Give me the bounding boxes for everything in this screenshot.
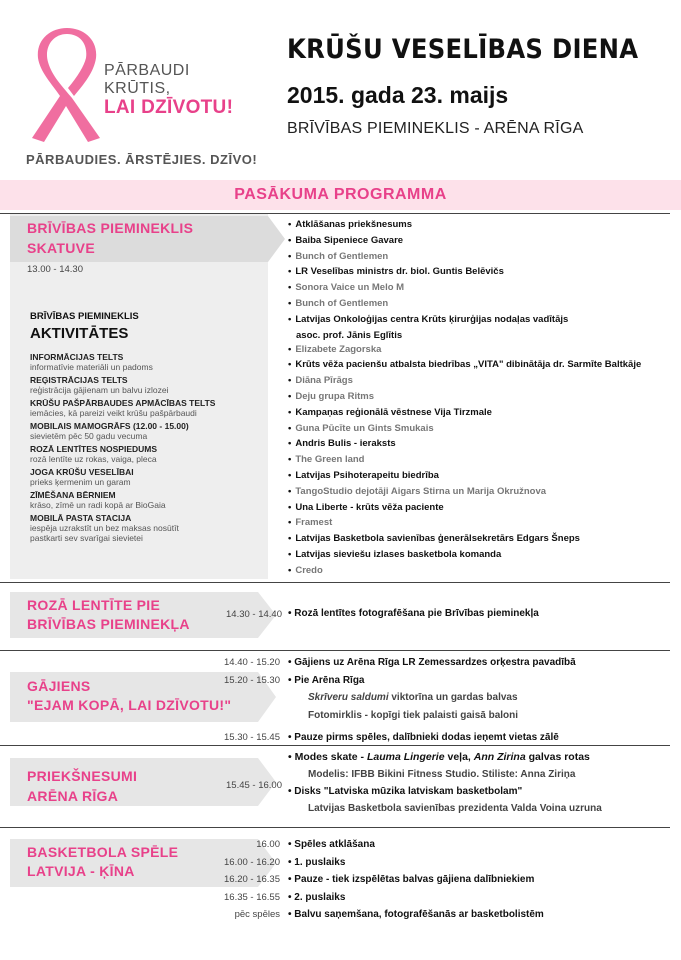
divider: [0, 827, 670, 828]
section5-row-text: • 2. puslaiks: [288, 891, 346, 903]
event-place: BRĪVĪBAS PIEMINEKLIS - ARĒNA RĪGA: [287, 120, 584, 137]
section1-item: • Krūts vēža pacienšu atbalsta biedrības „VITA" dibinātāja dr. Sarmīte Baltkāje: [288, 359, 642, 371]
activity-item: [30, 375, 265, 395]
section4-rows: [288, 751, 673, 820]
activity-item: [30, 533, 265, 543]
section5-row-time: 16.00 - 16.20: [224, 856, 280, 868]
section5-row: [220, 892, 670, 910]
section4-row: Modelis: IFBB Bikini Fitness Studio. Stiliste: Anna Ziriņa: [308, 769, 576, 780]
section1-item: • Credo: [288, 564, 323, 576]
activity-desc: sievietēm pēc 50 gadu vecuma: [30, 431, 148, 441]
activity-item: [30, 398, 265, 418]
section1-item: • Latvijas Psihoterapeitu biedrība: [288, 469, 439, 481]
activity-title: KRŪŠU PAŠPĀRBAUDES APMĀCĪBAS TELTS: [30, 398, 216, 408]
activity-item: [30, 513, 265, 533]
section5-label-line1: BASKETBOLA SPĒLE: [27, 844, 179, 860]
section4-row: Latvijas Basketbola savienības prezidenta Valda Voina uzruna: [308, 803, 602, 814]
section5-row-text: • Balvu saņemšana, fotografēšanās ar basketbolistēm: [288, 909, 544, 920]
section5-rows: [220, 839, 670, 927]
section1-item: • Baiba Sipeniece Gavare: [288, 234, 404, 246]
activity-item: [30, 490, 265, 510]
section2-item: • Rozā lentītes fotografēšana pie Brīvības pieminekļa: [288, 608, 539, 619]
activities-sub: BRĪVĪBAS PIEMINEKLIS: [30, 311, 139, 322]
section1-item: • Atklāšanas priekšnesums: [288, 219, 413, 230]
section3-row-text: • Pauze pirms spēles, dalībnieki dodas ieņemt vietas zālē: [288, 731, 559, 743]
activity-desc: krāso, zīmē un radi kopā ar BioGaia: [30, 500, 166, 510]
section1-item: • Latvijas Onkoloģijas centra Krūts ķirurģijas nodaļas vadītājs: [288, 313, 569, 325]
section5-row-text: • Pauze - tiek izspēlētas balvas gājiena dalībniekiem: [288, 874, 535, 885]
activity-desc: informatīvie materiāli un padoms: [30, 362, 153, 372]
activity-desc: reģistrācija gājienam un balvu izlozei: [30, 385, 169, 395]
event-title: KRŪŠU VESELĪBAS DIENA: [287, 34, 639, 65]
section1-item: • Andris Bulis - ieraksts: [288, 438, 396, 450]
section1-item: • Kampaņas reģionālā vēstnese Vija Tirzmale: [288, 406, 492, 418]
section3-row: [220, 657, 670, 675]
section4-row: • Disks "Latviska mūzika latviskam basketbolam": [288, 786, 523, 797]
section3-row-text: • Pie Arēna Rīga: [288, 674, 365, 686]
logo-text-line2: KRŪTIS,: [104, 80, 171, 97]
section1-label-line1: BRĪVĪBAS PIEMINEKLIS: [27, 220, 194, 236]
section1-item: • Deju grupa Ritms: [288, 390, 374, 402]
activity-desc: iemācies, kā pareizi veikt krūšu pašpārbaudi: [30, 408, 197, 418]
section1-item: • Diāna Pīrāgs: [288, 375, 353, 387]
section4-label-line1: PRIEKŠNESUMI: [27, 768, 138, 784]
logo-text-line3: LAI DZĪVOTU!: [104, 97, 234, 118]
section5-row-text: • Spēles atklāšana: [288, 839, 375, 850]
activity-title: ZĪMĒŠANA BĒRNIEM: [30, 490, 116, 500]
section3-row-text: Skrīveru saldumi viktorīna un gardas balvas: [308, 692, 518, 703]
logo-text-line1: PĀRBAUDI: [104, 62, 190, 79]
activity-title: REĢISTRĀCIJAS TELTS: [30, 375, 128, 385]
activity-title: MOBILAIS MAMOGRĀFS (12.00 - 15.00): [30, 421, 189, 431]
divider: [0, 745, 670, 746]
section3-label-line1: GĀJIENS: [27, 678, 91, 694]
section1-item: asoc. prof. Jānis Eglītis: [296, 329, 403, 341]
section2-label-line2: BRĪVĪBAS PIEMINEKĻA: [27, 616, 190, 632]
section3-row-time: 15.20 - 15.30: [224, 674, 280, 686]
activity-title: MOBILĀ PASTA STACIJA: [30, 513, 132, 523]
section5-row: [220, 857, 670, 875]
activity-item: [30, 352, 265, 372]
section1-item: • Framest: [288, 517, 333, 529]
section1-items: [288, 219, 673, 581]
section1-item: • Sonora Vaice un Melo M: [288, 282, 405, 294]
section1-item: • Latvijas sieviešu izlases basketbola komanda: [288, 548, 502, 560]
activity-item: [30, 444, 265, 464]
activity-desc: pastkarti sev svarīgai sievietei: [30, 533, 143, 543]
activities-heading: AKTIVITĀTES: [30, 325, 129, 342]
section5-row-time: 16.20 - 16.35: [224, 874, 280, 885]
section1-item: • The Green land: [288, 454, 365, 466]
section5-row-time: 16.00: [256, 839, 280, 850]
activity-desc: rozā lentīte uz rokas, vaiga, pleca: [30, 454, 157, 464]
section5-label-line2: LATVIJA - ĶĪNA: [27, 863, 135, 879]
section5-row: [220, 874, 670, 892]
logo-slogan: PĀRBAUDIES. ĀRSTĒJIES. DZĪVO!: [26, 152, 258, 167]
section1-time: 13.00 - 14.30: [27, 264, 83, 275]
section5-row-text: • 1. puslaiks: [288, 856, 346, 868]
program-title: PASĀKUMA PROGRAMMA: [234, 186, 447, 203]
section5-row: [220, 839, 670, 857]
event-date: 2015. gada 23. maijs: [287, 82, 509, 108]
activity-desc: iespēja uzrakstīt un bez maksas nosūtīt: [30, 523, 179, 533]
section2-time: 14.30 - 14.40: [226, 609, 282, 620]
divider: [0, 582, 670, 583]
activity-title: INFORMĀCIJAS TELTS: [30, 352, 124, 362]
activities-list: [30, 352, 265, 543]
pink-ribbon-icon: [22, 26, 112, 146]
section1-item: • Una Liberte - krūts vēža paciente: [288, 501, 444, 513]
section1-item: • TangoStudio dejotāji Aigars Stirna un Marija Okružnova: [288, 485, 547, 497]
divider: [0, 650, 670, 651]
section1-item: • Bunch of Gentlemen: [288, 250, 389, 262]
section2-label-line1: ROZĀ LENTĪTE PIE: [27, 597, 161, 613]
section3-row-text: • Gājiens uz Arēna Rīga LR Zemessardzes orķestra pavadībā: [288, 657, 576, 668]
section3-row: [220, 692, 670, 710]
section3-rows: [220, 657, 670, 749]
section1-item: • Guna Pūcīte un Gints Smukais: [288, 422, 434, 434]
section3-row-text: Fotomirklis - kopīgi tiek palaisti gaisā baloni: [308, 709, 519, 721]
activity-item: [30, 467, 265, 487]
section4-row: • Modes skate - Lauma Lingerie veļa, Ann Zirina galvas rotas: [288, 751, 590, 763]
section5-row: [220, 909, 670, 927]
section3-row-time: 14.40 - 15.20: [224, 657, 280, 668]
section4-label-line2: ARĒNA RĪGA: [27, 788, 119, 804]
section1-item: • LR Veselības ministrs dr. biol. Guntis Belēvičs: [288, 266, 504, 278]
section1-item: • Bunch of Gentlemen: [288, 297, 389, 309]
section3-label-line2: "EJAM KOPĀ, LAI DZĪVOTU!": [27, 697, 232, 713]
activity-title: JOGA KRŪŠU VESELĪBAI: [30, 467, 134, 477]
section1-item: • Elizabete Zagorska: [288, 343, 382, 355]
section5-row-time: 16.35 - 16.55: [224, 891, 280, 903]
activity-desc: prieks ķermenim un garam: [30, 477, 131, 487]
section3-row: [220, 732, 670, 750]
section3-row-time: 15.30 - 15.45: [224, 731, 280, 743]
activity-item: [30, 421, 265, 441]
section3-row: [220, 675, 670, 693]
section1-item: • Latvijas Basketbola savienības ģenerālsekretārs Edgars Šneps: [288, 533, 580, 545]
section4-time: 15.45 - 16.00: [226, 780, 282, 791]
section5-row-time: pēc spēles: [234, 909, 280, 920]
section3-row: [220, 710, 670, 732]
section1-label-line2: SKATUVE: [27, 240, 95, 256]
activity-title: ROZĀ LENTĪTES NOSPIEDUMS: [30, 444, 158, 454]
